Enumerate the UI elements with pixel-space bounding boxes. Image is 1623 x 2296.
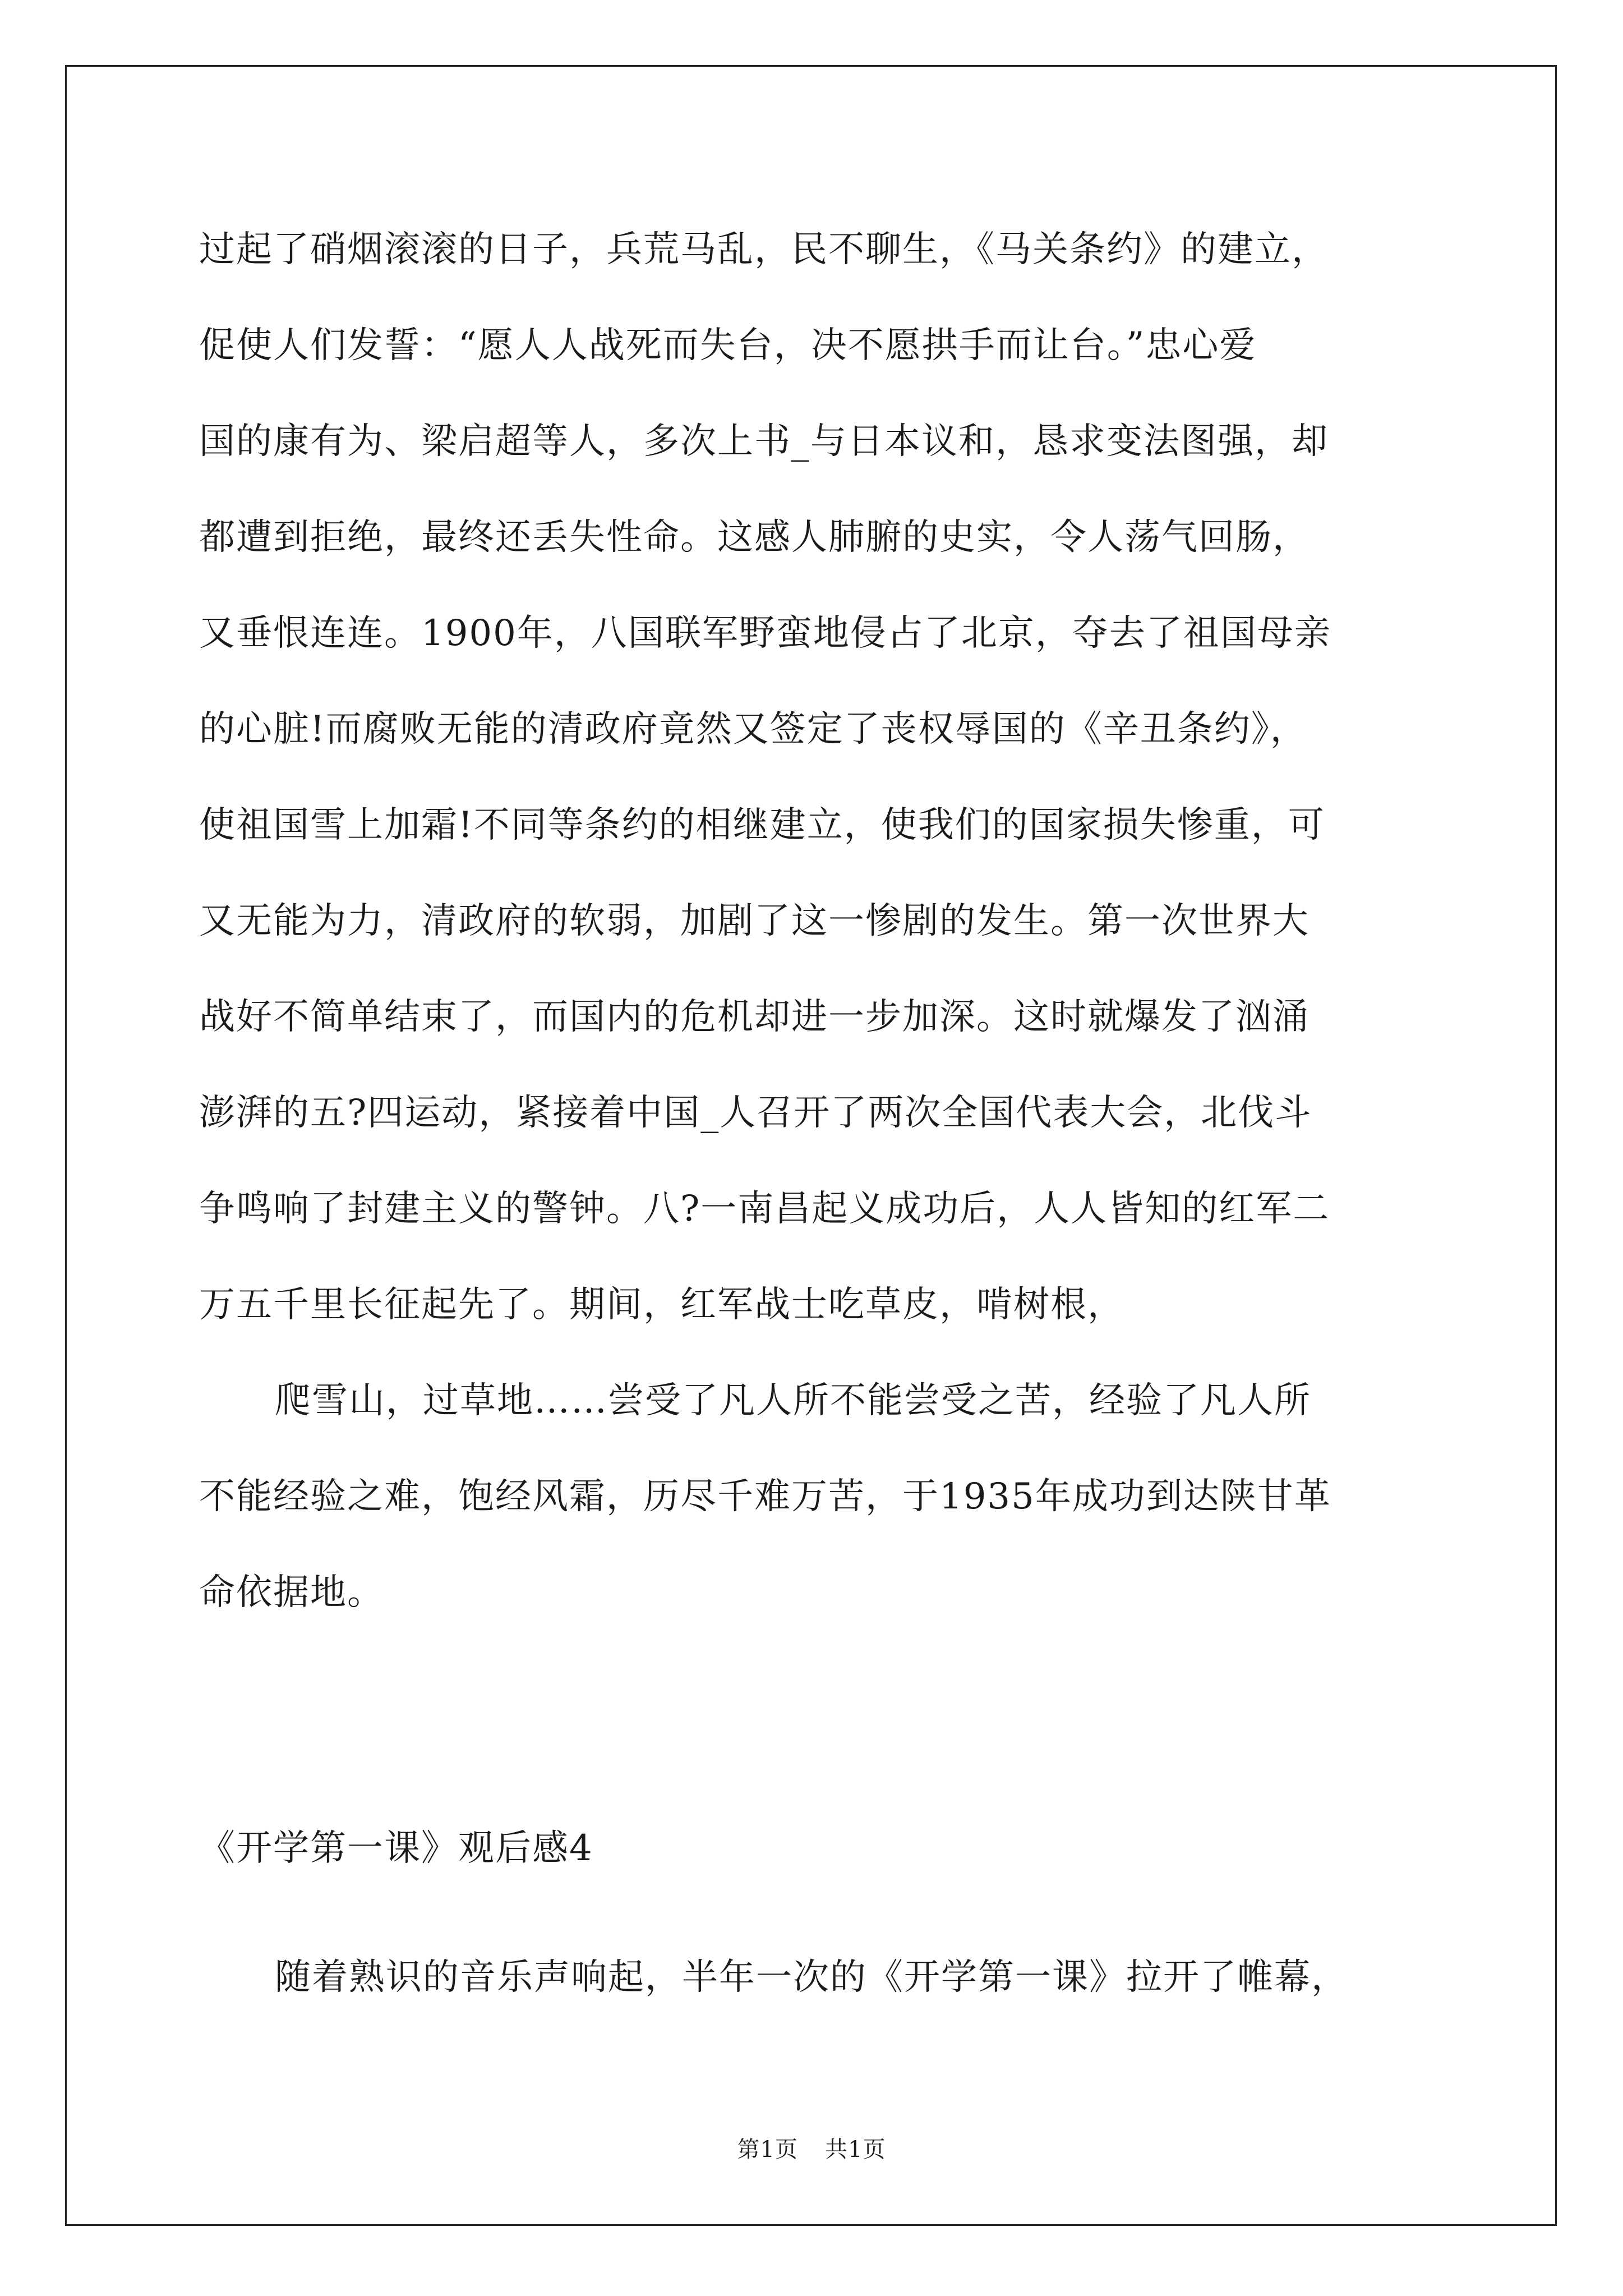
text-line: 又垂恨连连。1900年，八国联军野蛮地侵占了北京，夺去了祖国母亲 [199,613,1331,654]
text-line: 澎湃的五?四运动，紧接着中国_人召开了两次全国代表大会，北伐斗 [199,1092,1312,1134]
text-line: 使祖国雪上加霜!不同等条约的相继建立，使我们的国家损失惨重，可 [199,804,1325,846]
text-line: 随着熟识的音乐声响起，半年一次的《开学第一课》拉开了帷幕， [275,1957,1348,1998]
text-line: 命依据地。 [199,1572,384,1613]
page-total: 共1页 [825,2137,886,2162]
page-number: 第1页 [737,2137,798,2162]
text-line: 又无能为力，清政府的软弱，加剧了这一惨剧的发生。第一次世界大 [199,900,1310,942]
text-line: 不能经验之难，饱经风霜，历尽千难万苦，于1935年成功到达陕甘革 [199,1476,1331,1517]
text-line: 过起了硝烟滚滚的日子，兵荒马乱，民不聊生，《马关条约》的建立， [199,229,1329,270]
text-line: 的心脏!而腐败无能的清政府竟然又签定了丧权辱国的《辛丑条约》， [199,708,1307,750]
page-footer [0,2132,1623,2164]
section-heading: 《开学第一课》观后感4 [199,1828,593,1869]
text-line: 战好不简单结束了，而国内的危机却进一步加深。这时就爆发了汹涌 [199,996,1310,1038]
text-line: 促使人们发誓：“愿人人战死而失台，决不愿拱手而让台。”忠心爱 [199,325,1257,366]
text-line: 国的康有为、梁启超等人，多次上书_与日本议和，恳求变法图强，却 [199,421,1329,462]
document-body [199,202,1433,1641]
text-line: 争鸣响了封建主义的警钟。八?一南昌起义成功后，人人皆知的红军二 [199,1188,1330,1230]
text-line: 都遭到拒绝，最终还丢失性命。这感人肺腑的史实，令人荡气回肠， [199,517,1310,558]
text-line: 万五千里长征起先了。期间，红军战士吃草皮，啃树根， [199,1284,1124,1326]
text-line: 爬雪山，过草地……尝受了凡人所不能尝受之苦，经验了凡人所 [275,1380,1311,1421]
